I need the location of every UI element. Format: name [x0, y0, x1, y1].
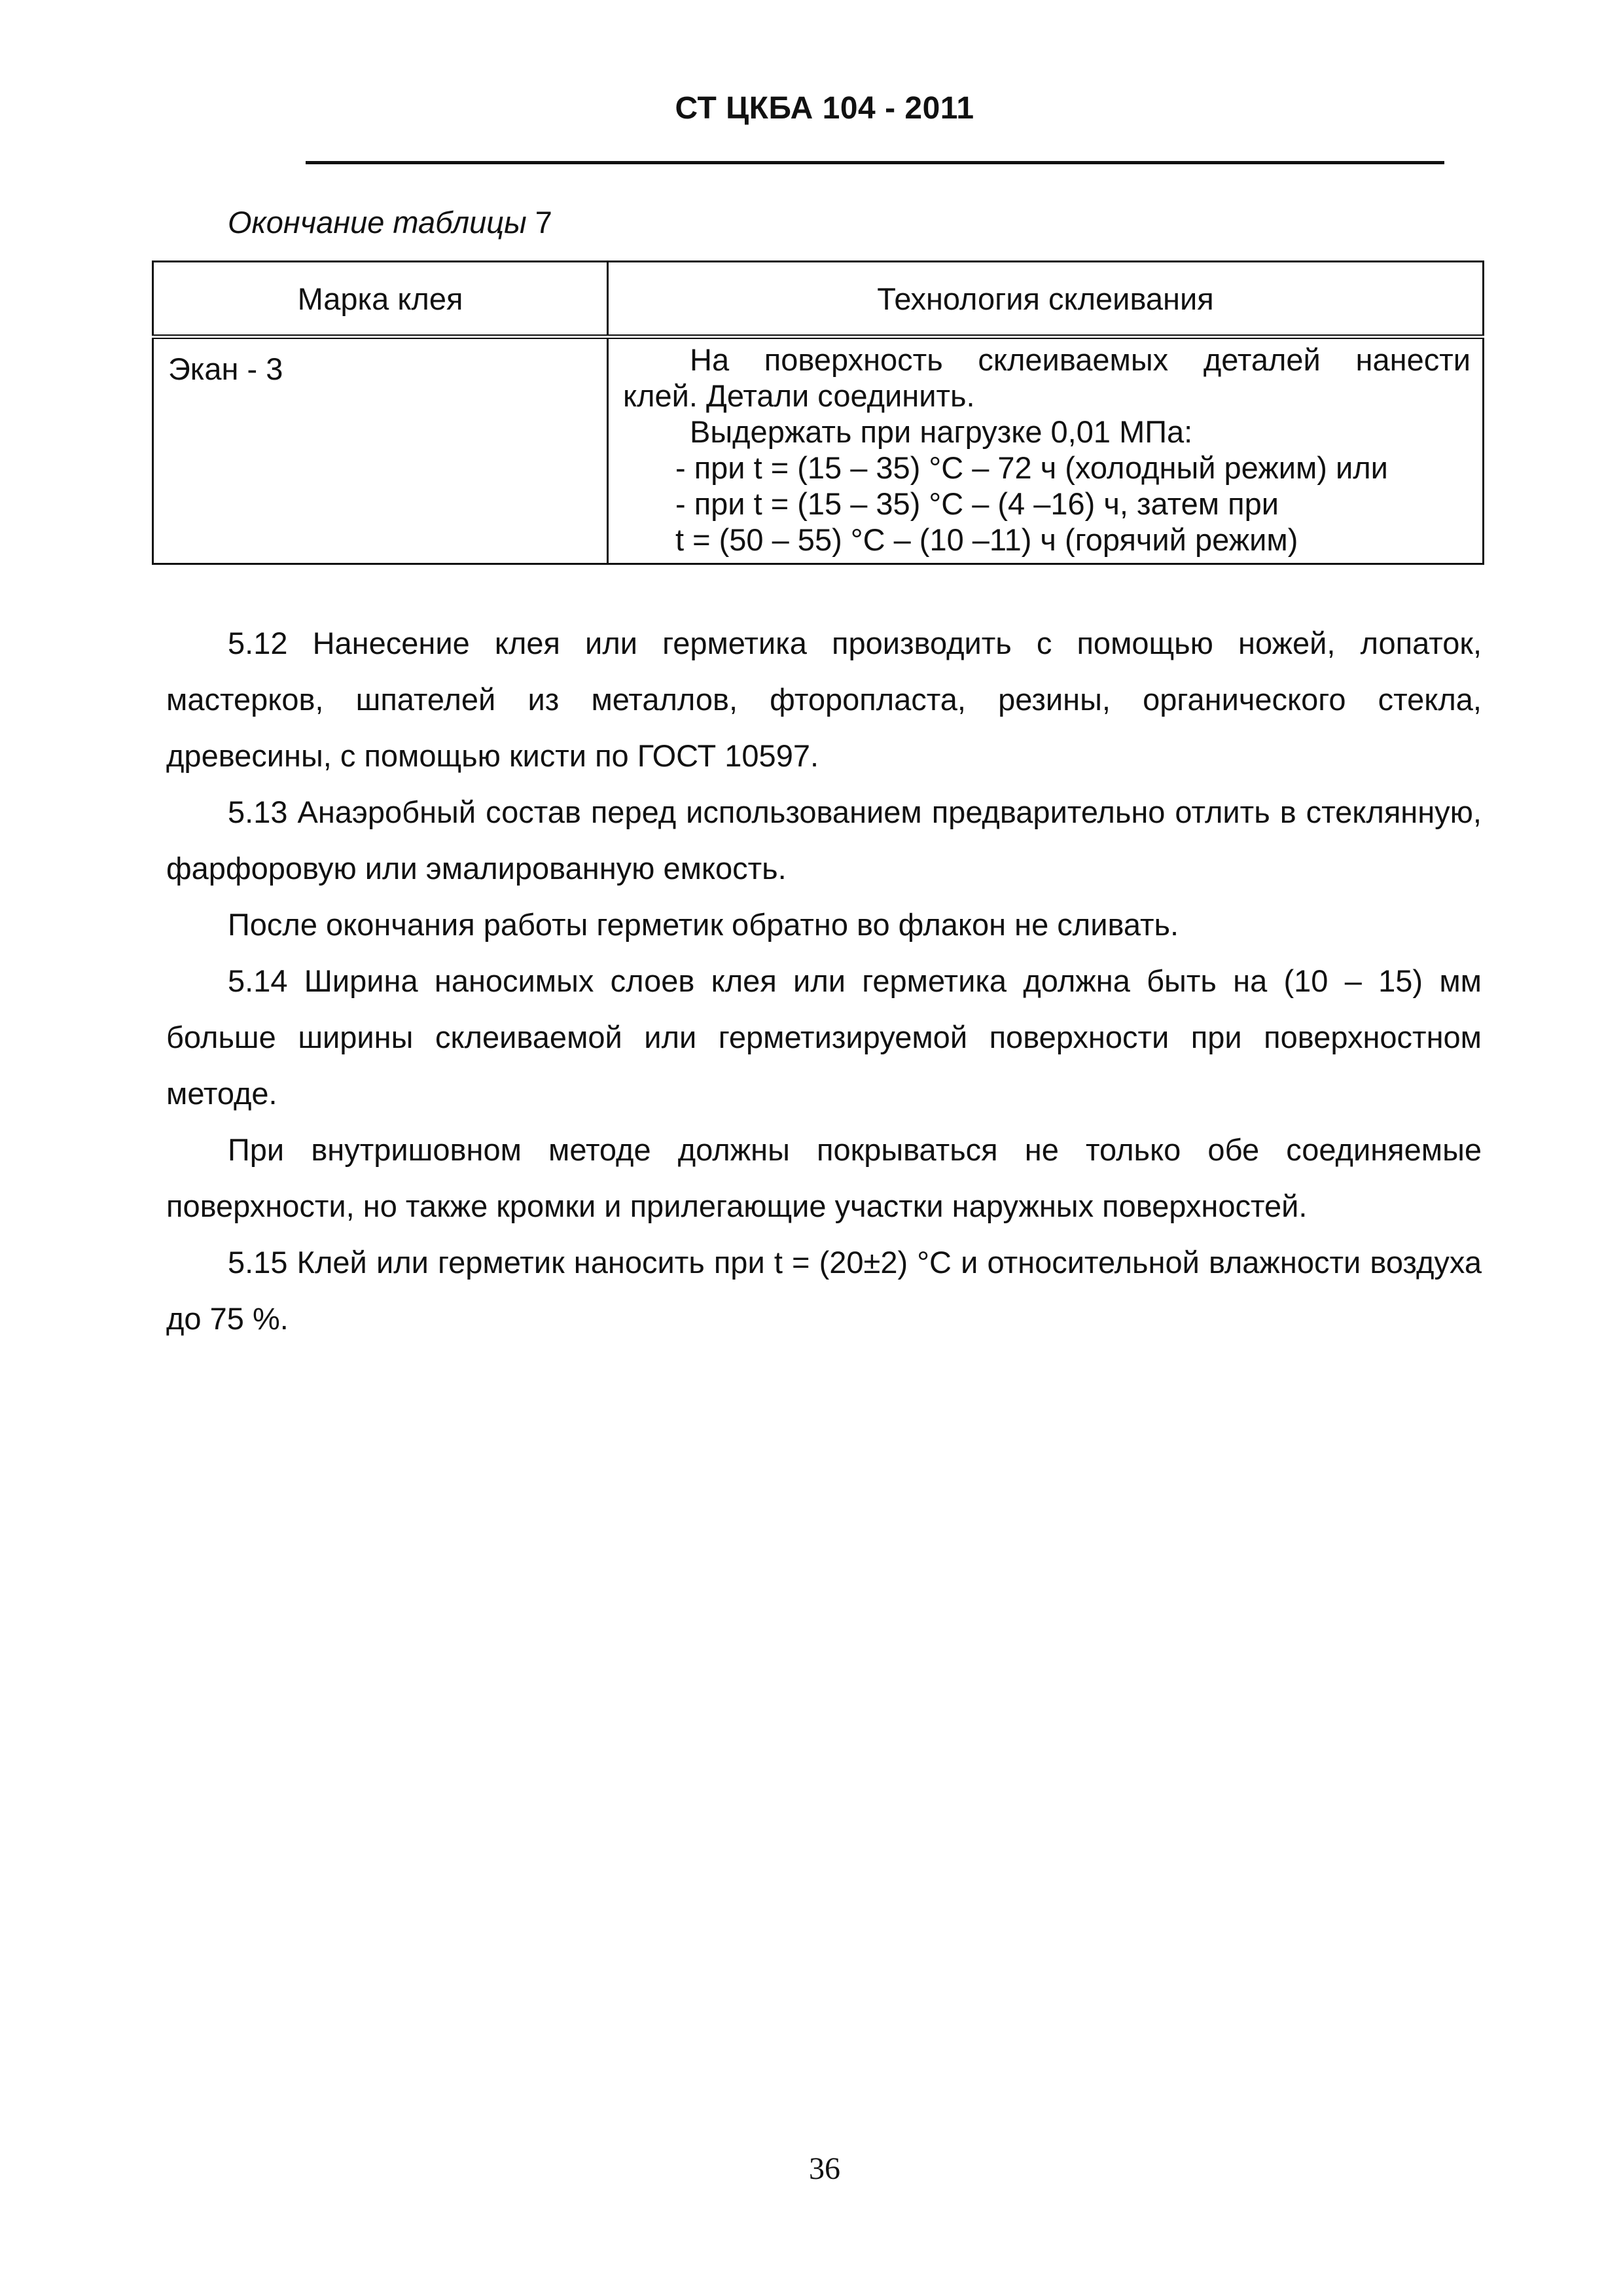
table-caption: [228, 204, 552, 240]
paragraph-5-12: 5.12 Нанесение клея или герметика производить с помощью ножей, лопаток, мастерков, шпателей из металлов, фторопласта, резины, органического стекла, древесины, с помощью кисти по ГОСТ 10597.: [166, 626, 1482, 773]
paragraph-after-work: После окончания работы герметик обратно во флакон не сливать.: [228, 907, 1179, 942]
column-header-bonding-technology: Технология склеивания: [608, 262, 1484, 337]
technology-line: Выдержать при нагрузке 0,01 МПа:: [690, 414, 1193, 449]
table-caption-number: 7: [535, 205, 552, 240]
document-code-header: СТ ЦКБА 104 - 2011: [675, 91, 974, 126]
header-rule: [306, 161, 1444, 164]
technology-line: t = (50 – 55) °С – (10 –11) ч (горячий режим): [675, 522, 1298, 557]
paragraph-intraseam-method: При внутришовном методе должны покрываться не только обе соединяемые поверхности, но также кромки и прилегающие участки наружных поверхностей.: [166, 1132, 1482, 1223]
paragraph-5-13: 5.13 Анаэробный состав перед использованием предварительно отлить в стеклянную, фарфоровую или эмалированную емкость.: [166, 795, 1482, 886]
technology-line: клей. Детали соединить.: [623, 378, 975, 413]
column-header-glue-brand: Марка клея: [153, 262, 608, 337]
body-text: [166, 615, 1482, 1347]
technology-line: - при t = (15 – 35) °С – 72 ч (холодный режим) или: [675, 450, 1388, 485]
table-row: [153, 337, 1484, 564]
paragraph-5-15: 5.15 Клей или герметик наносить при t = (20±2) °С и относительной влажности воздуха до 75 %.: [166, 1245, 1482, 1336]
page-number: 36: [809, 2151, 840, 2186]
table-header-row: [153, 262, 1484, 337]
technology-line: На поверхность склеиваемых деталей нанести: [690, 342, 1471, 377]
table-caption-text: Окончание таблицы: [228, 205, 527, 240]
technology-line: - при t = (15 – 35) °С – (4 –16) ч, затем при: [675, 486, 1279, 521]
paragraph-5-14: 5.14 Ширина наносимых слоев клея или герметика должна быть на (10 – 15) мм больше ширины склеиваемой или герметизируемой поверхности при поверхностном методе.: [166, 963, 1482, 1111]
cell-glue-brand: Экан - 3: [153, 337, 608, 564]
glue-technology-table: [152, 260, 1484, 565]
cell-bonding-technology: [608, 337, 1484, 564]
